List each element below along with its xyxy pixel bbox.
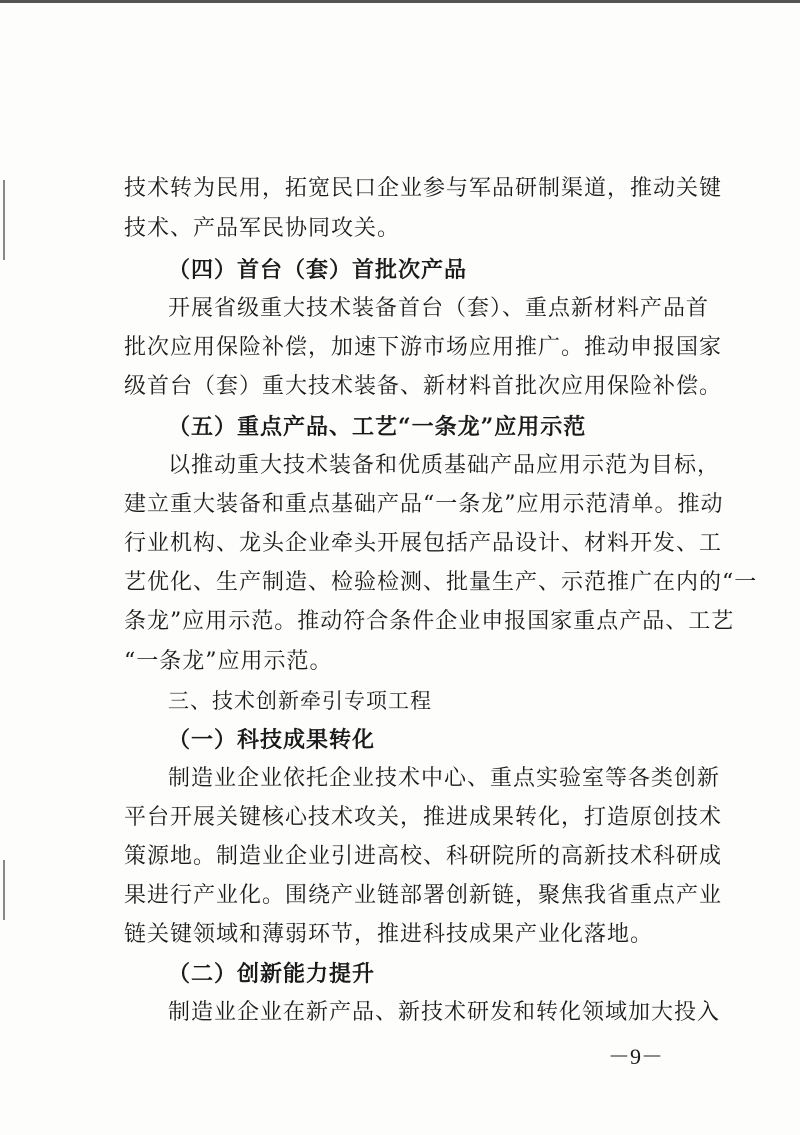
body-text-line: 制造业企业在新产品、新技术研发和转化领域加大投入 [168,1000,721,1025]
body-text-line: 链关键领域和薄弱环节，推进科技成果产业化落地。 [124,922,654,947]
body-text-line: 果进行产业化。围绕产业链部署创新链，聚焦我省重点产业 [124,883,723,908]
body-text-line: 平台开展关键核心技术攻关，推进成果转化，打造原创技术 [124,805,723,830]
subsection-heading: （四）首台（套）首批次产品 [168,257,468,283]
body-text-line: 以推动重大技术装备和优质基础产品应用示范为目标， [168,453,721,478]
body-text-line: “一条龙”应用示范。 [124,649,333,674]
body-text-line: 艺优化、生产制造、检验检测、批量生产、示范推广在内的“一 [124,570,758,595]
page-number: －9－ [608,1044,664,1069]
subsection-heading: （二）创新能力提升 [168,961,376,987]
body-text-line: 批次应用保险补偿，加速下游市场应用推广。推动申报国家 [124,335,723,360]
scan-left-edge [3,180,5,260]
section-heading: 三、技术创新牵引专项工程 [168,689,432,713]
body-text-line: 建立重大装备和重点基础产品“一条龙”应用示范清单。推动 [124,492,724,517]
body-text-line: 技术转为民用，拓宽民口企业参与军品研制渠道，推动关键 [124,176,723,201]
scan-left-edge [3,860,5,920]
subsection-heading: （一）科技成果转化 [168,727,376,753]
body-text-line: 开展省级重大技术装备首台（套）、重点新材料产品首 [168,296,710,321]
body-text-line: 条龙”应用示范。推动符合条件企业申报国家重点产品、工艺 [124,609,735,634]
body-text-line: 行业机构、龙头企业牵头开展包括产品设计、材料开发、工 [124,531,723,556]
body-text-line: 策源地。制造业企业引进高校、科研院所的高新技术科研成 [124,844,723,869]
body-text-line: 技术、产品军民协同攻关。 [124,216,401,241]
scan-top-edge [0,0,800,3]
subsection-heading: （五）重点产品、工艺“一条龙”应用示范 [168,414,587,440]
body-text-line: 级首台（套）重大技术装备、新材料首批次应用保险补偿。 [124,374,723,399]
body-text-line: 制造业企业依托企业技术中心、重点实验室等各类创新 [168,766,721,791]
